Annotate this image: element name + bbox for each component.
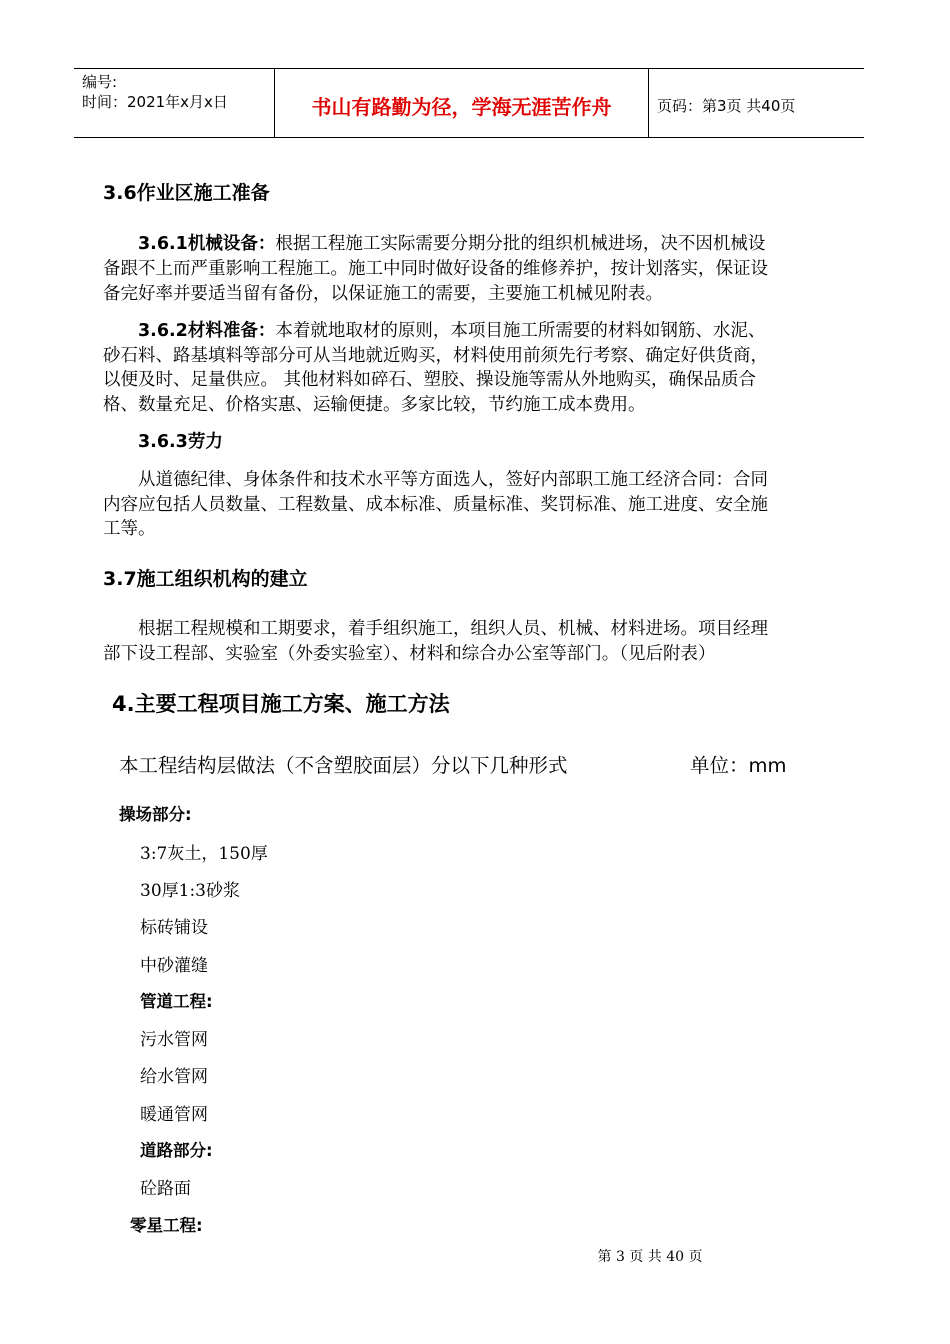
road-label: 道路部分: (140, 1141, 213, 1160)
para-3-6-2-line-2: 砂石料、路基填料等部分可从当地就近购买，材料使用前须先行考察、确定好供货商， (103, 346, 768, 366)
page-header (74, 68, 864, 138)
para-labor-line-3: 工等。 (103, 519, 156, 539)
time-label: 时间：2021年x月x日 (82, 93, 228, 111)
para-labor-line-1: 从道德纪律、身体条件和技术水平等方面选人，签好内部职工施工经济合同：合同 (138, 470, 768, 490)
list-item: 3:7灰土，150厚 (140, 844, 268, 864)
list-item: 标砖铺设 (140, 918, 208, 938)
section-4-title: 4.主要工程项目施工方案、施工方法 (112, 692, 450, 716)
para-labor-line-2: 内容应包括人员数量、工程数量、成本标准、质量标准、奖罚标准、施工进度、安全施 (103, 495, 768, 515)
list-item: 中砂灌缝 (140, 956, 208, 976)
list-item: 30厚1:3砂浆 (140, 881, 240, 901)
list-item: 污水管网 (140, 1030, 208, 1050)
header-motto: 书山有路勤为径，学海无涯苦作舟 (274, 69, 649, 137)
para-3-6-1-line-2: 备跟不上而严重影响工程施工。施工中同时做好设备的维修养护，按计划落实，保证设 (103, 259, 768, 279)
para-3-6-1-line-1 (138, 230, 765, 255)
para-3-6-2-line-3: 以便及时、足量供应。 其他材料如碎石、塑胶、操设施等需从外地购买，确保品质合 (103, 370, 757, 390)
number-label: 编号: (82, 73, 118, 91)
para-3-7-line-1: 根据工程规模和工期要求，着手组织施工，组织人员、机械、材料进场。项目经理 (138, 619, 768, 639)
list-item: 给水管网 (140, 1067, 208, 1087)
para-3-6-2-line-4: 格、数量充足、价格实惠、运输便捷。多家比较，节约施工成本费用。 (103, 395, 646, 415)
page-footer: 第 3 页 共 40 页 (597, 1249, 703, 1265)
unit-label: 单位：mm (690, 754, 787, 777)
structure-subtitle: 本工程结构层做法（不含塑胶面层）分以下几种形式 (119, 754, 568, 777)
section-3-6-title: 3.6作业区施工准备 (103, 182, 270, 204)
section-3-7-title: 3.7施工组织机构的建立 (103, 568, 308, 590)
playground-label: 操场部分: (119, 805, 192, 824)
list-item: 暖通管网 (140, 1105, 208, 1125)
para-3-6-2-lead: 3.6.2材料准备： (138, 321, 276, 341)
para-3-6-2-line-1 (138, 317, 765, 342)
para-3-7-line-2: 部下设工程部、实验室（外委实验室）、材料和综合办公室等部门。（见后附表） (103, 644, 716, 664)
pipe-label: 管道工程: (140, 992, 213, 1011)
header-page-label: 页码：第3页 共40页 (657, 96, 796, 115)
para-3-6-1-lead: 3.6.1机械设备： (138, 234, 276, 254)
para-3-6-1-line-3: 备完好率并要适当留有备份，以保证施工的需要，主要施工机械见附表。 (103, 284, 663, 304)
misc-label: 零星工程: (130, 1216, 203, 1235)
list-item: 砼路面 (140, 1179, 191, 1199)
para-text: 根据工程施工实际需要分期分批的组织机械进场，决不因机械设 (275, 234, 766, 254)
header-meta (74, 69, 274, 137)
para-3-6-3-lead: 3.6.3劳力 (138, 432, 223, 452)
para-text: 本着就地取材的原则，本项目施工所需要的材料如钢筋、水泥、 (275, 321, 766, 341)
